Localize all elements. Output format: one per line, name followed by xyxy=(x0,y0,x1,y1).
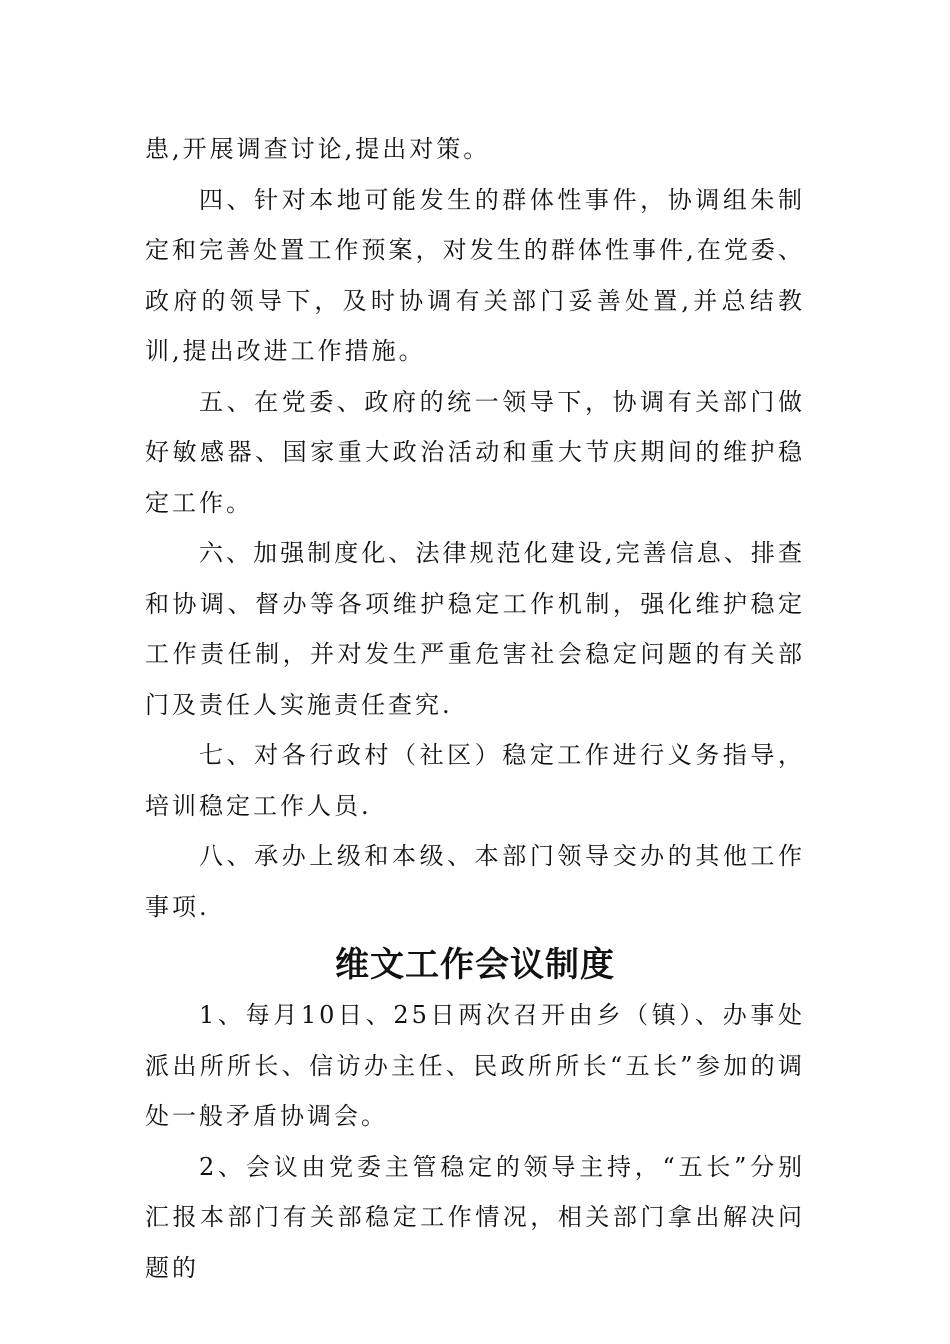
rule-item-1: 1、每月10日、25日两次召开由乡（镇）、办事处派出所所长、信访办主任、民政所所长“五长”参加的调处一般矛盾协调会。 xyxy=(145,1001,805,1130)
paragraph-continuation: 患,开展调查讨论,提出对策。 xyxy=(145,135,491,163)
paragraph-item-7: 七、对各行政村（社区）稳定工作进行义务指导，培训稳定工作人员. xyxy=(145,741,805,820)
paragraph-item-6: 六、加强制度化、法律规范化建设,完善信息、排查和协调、督办等各项维护稳定工作机制，强化维护稳定工作责任制，并对发生严重危害社会稳定问题的有关部门及责任人实施责任查究. xyxy=(145,539,805,719)
paragraph-item-4: 四、针对本地可能发生的群体性事件，协调组朱制定和完善处置工作预案，对发生的群体性事件,在党委、政府的领导下，及时协调有关部门妥善处置,并总结教训,提出改进工作措施。 xyxy=(145,185,805,365)
rule-item-2: 2、会议由党委主管稳定的领导主持，“五长”分别汇报本部门有关部稳定工作情况，相关部门拿出解决问题的 xyxy=(145,1152,805,1282)
section-heading: 维文工作会议制度 xyxy=(335,945,615,985)
paragraph-item-8: 八、承办上级和本级、本部门领导交办的其他工作事项. xyxy=(145,842,805,921)
paragraph-item-5: 五、在党委、政府的统一领导下，协调有关部门做好敏感器、国家重大政治活动和重大节庆期间的维护稳定工作。 xyxy=(145,387,805,517)
document-body xyxy=(145,124,805,1293)
